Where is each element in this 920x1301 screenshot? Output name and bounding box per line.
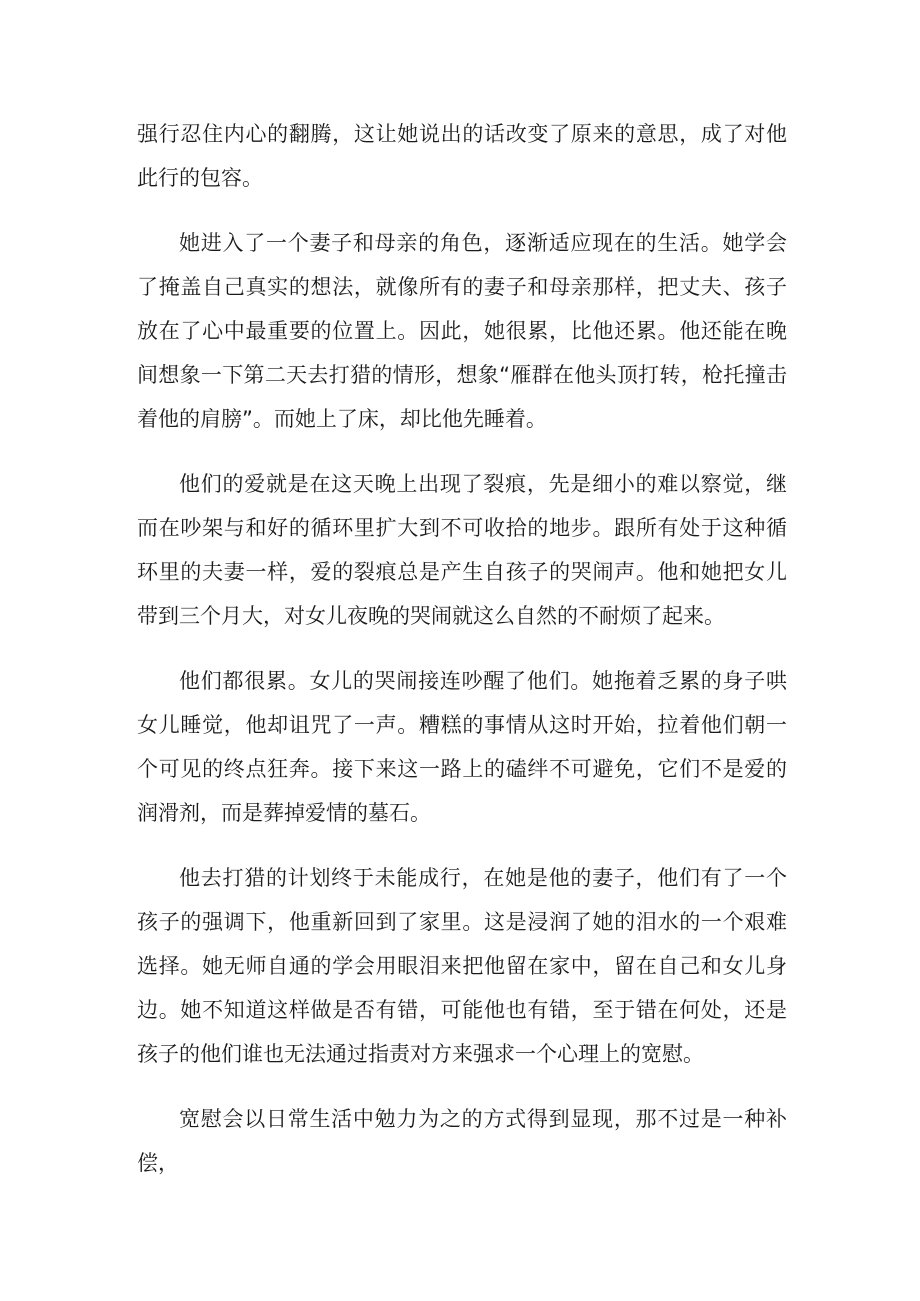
paragraph-6: 宽慰会以日常生活中勉力为之的方式得到显现，那不过是一种补偿， (137, 1107, 787, 1175)
paragraph-5: 他去打猎的计划终于未能成行，在她是他的妻子，他们有了一个孩子的强调下，他重新回到了家里。这是浸润了她的泪水的一个艰难选择。她无师自通的学会用眼泪来把他留在家中，留在自己和女儿身边。她不知道这样做是否有错，可能他也有错，至于错在何处，还是孩子的他们谁也无法通过指责对方来强求一个心理上的宽慰。 (137, 866, 787, 1066)
paragraph-1: 强行忍住内心的翻腾，这让她说出的话改变了原来的意思，成了对他此行的包容。 (137, 122, 787, 190)
paragraph-4: 他们都很累。女儿的哭闹接连吵醒了他们。她拖着乏累的身子哄女儿睡觉，他却诅咒了一声。糟糕的事情从这时开始，拉着他们朝一个可见的终点狂奔。接下来这一路上的磕绊不可避免，它们不是爱的润滑剂，而是葬掉爱情的墓石。 (137, 669, 787, 825)
paragraph-3: 他们的爱就是在这天晚上出现了裂痕，先是细小的难以察觉，继而在吵架与和好的循环里扩大到不可收拾的地步。跟所有处于这种循环里的夫妻一样，爱的裂痕总是产生自孩子的哭闹声。他和她把女儿带到三个月大，对女儿夜晚的哭闹就这么自然的不耐烦了起来。 (137, 472, 787, 628)
paragraph-2: 她进入了一个妻子和母亲的角色，逐渐适应现在的生活。她学会了掩盖自己真实的想法，就像所有的妻子和母亲那样，把丈夫、孩子放在了心中最重要的位置上。因此，她很累，比他还累。他还能在晚间想象一下第二天去打猎的情形，想象“雁群在他头顶打转，枪托撞击着他的肩膀”。而她上了床，却比他先睡着。 (137, 231, 787, 431)
body-text (137, 112, 787, 1206)
